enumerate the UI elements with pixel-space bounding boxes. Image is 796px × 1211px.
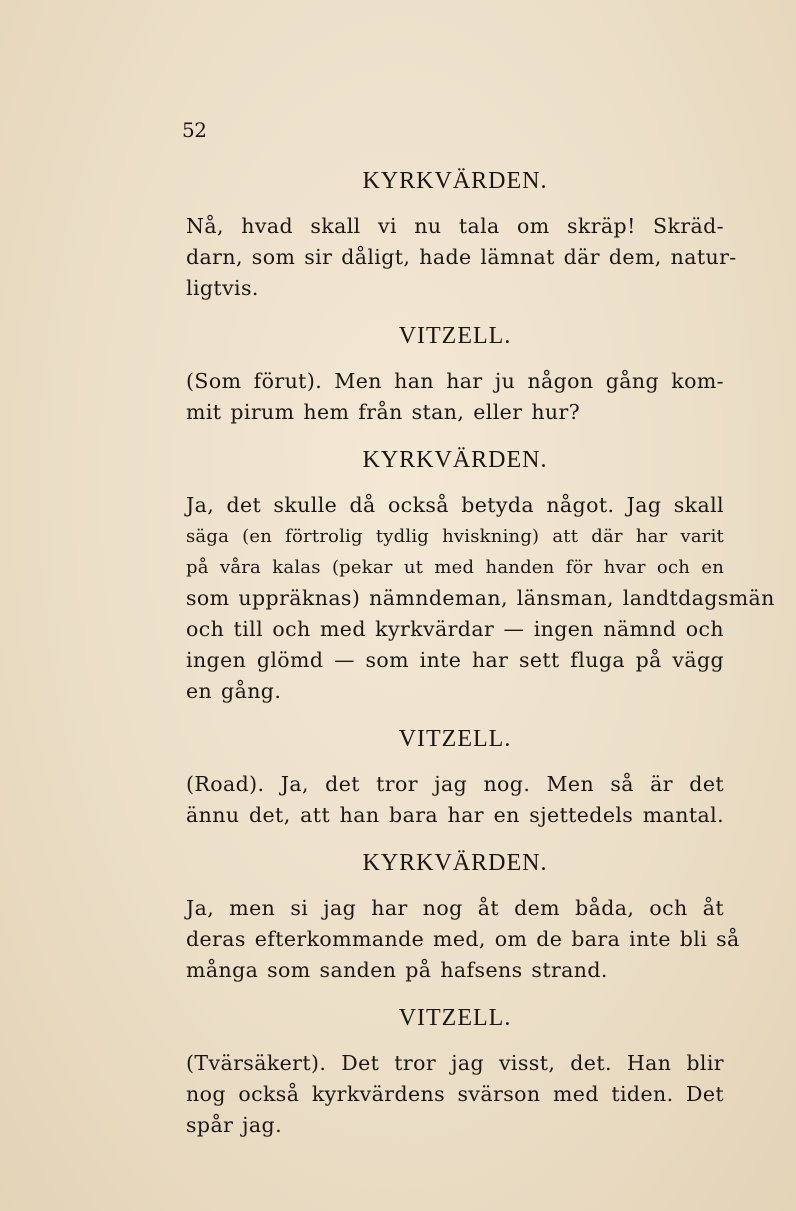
page-number: 52 bbox=[182, 118, 207, 142]
speaker-heading: KYRKVÄRDEN. bbox=[362, 168, 548, 194]
speaker-heading: KYRKVÄRDEN. bbox=[362, 447, 548, 473]
speech-line: ännu det, att han bara har en sjettedels mantal. bbox=[186, 803, 724, 827]
speech-line: på våra kalas (pekar ut med handen för hvar och en bbox=[186, 557, 724, 578]
speech-line: spår jag. bbox=[186, 1113, 282, 1137]
speech-paragraph bbox=[186, 769, 724, 831]
speech-line: säga (en förtrolig tydlig hviskning) att där har varit bbox=[186, 526, 724, 547]
speech-line: (Tvärsäkert). Det tror jag visst, det. Han blir bbox=[186, 1051, 724, 1075]
speech-line: (Road). Ja, det tror jag nog. Men så är det bbox=[186, 772, 724, 796]
speech-line: ingen glömd — som inte har sett fluga på vägg bbox=[186, 648, 724, 672]
speech-paragraph bbox=[186, 211, 737, 304]
speech-line: många som sanden på hafsens strand. bbox=[186, 958, 608, 982]
speech-paragraph bbox=[186, 893, 740, 986]
speaker-heading: VITZELL. bbox=[398, 726, 512, 752]
speech-line: Ja, det skulle då också betyda något. Jag skall bbox=[186, 493, 724, 517]
speech-paragraph bbox=[186, 366, 724, 428]
speech-line: Nå, hvad skall vi nu tala om skräp! Skräd- bbox=[186, 214, 724, 238]
speech-line: nog också kyrkvärdens svärson med tiden. Det bbox=[186, 1082, 724, 1106]
speech-paragraph bbox=[186, 1048, 724, 1141]
speech-line: ligtvis. bbox=[186, 276, 259, 300]
speaker-heading: VITZELL. bbox=[398, 323, 512, 349]
dialogue bbox=[186, 165, 775, 1141]
speech-paragraph bbox=[186, 490, 775, 707]
speech-line: Ja, men si jag har nog åt dem båda, och åt bbox=[186, 896, 724, 920]
speech-line: som uppräknas) nämndeman, länsman, landtdagsmän bbox=[186, 586, 775, 610]
speech-line: (Som förut). Men han har ju någon gång kom- bbox=[186, 369, 724, 393]
speech-line: deras efterkommande med, om de bara inte bli så bbox=[186, 927, 740, 951]
speaker-heading: KYRKVÄRDEN. bbox=[362, 850, 548, 876]
speech-line: darn, som sir dåligt, hade lämnat där dem, natur- bbox=[186, 245, 737, 269]
speaker-heading: VITZELL. bbox=[398, 1005, 512, 1031]
speech-line: mit pirum hem från stan, eller hur? bbox=[186, 400, 581, 424]
speech-line: en gång. bbox=[186, 679, 282, 703]
speech-line: och till och med kyrkvärdar — ingen nämnd och bbox=[186, 617, 724, 641]
